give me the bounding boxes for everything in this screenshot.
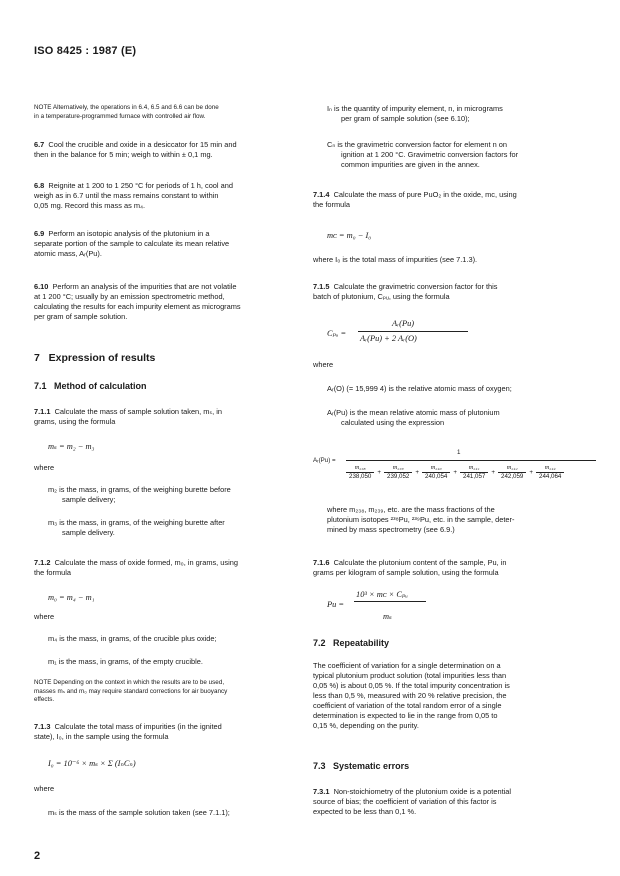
formula-i0: I₀ = 10⁻⁶ × mₛ × Σ (IₙCₙ) [48, 759, 136, 768]
clause-7-1-2: 7.1.2 Calculate the mass of oxide formed, m₀, in grams, using the formula [34, 558, 238, 577]
definition-m1: m₁ is the mass, in grams, of the empty crucible. [48, 657, 203, 666]
definition-in: Iₙ is the quantity of impurity element, n, in micrograms per gram of sample solution (see 6.10); [327, 104, 503, 123]
definition-cn: Cₙ is the gravimetric conversion factor for element n on ignition at 1 200 °C. Gravimetric conversion factors for common impurities are given in the annex. [327, 140, 519, 169]
formula-m0: m₀ = m₄ − m₁ [48, 593, 95, 602]
isotope-terms: m₂₃₈ + m₂₃₉ + m₂₄₀ + m₂₄₁ + m₂₄₂ + m₂₄₄ 238,050 239,052 240,054 241,057 242,059 244,064 [346, 464, 564, 482]
note-alternatively: NOTE Alternatively, the operations in 6.4, 6.5 and 6.6 can be done in a temperature-programmed furnace with controlled air flow. [34, 104, 219, 120]
definition-m3: m₃ is the mass, in grams, of the weighing burette after sample delivery. [48, 518, 225, 537]
fraction-bar [358, 331, 468, 332]
section-7-1-heading: 7.1 Method of calculation [34, 381, 147, 391]
where-label: where [34, 463, 55, 472]
formula-mc-where: where I₀ is the total mass of impurities (see 7.1.3). [313, 255, 478, 264]
definition-m4: m₄ is the mass, in grams, of the crucible plus oxide; [48, 634, 217, 643]
clause-6-9: 6.9 Perform an isotopic analysis of the plutonium in a separate portion of the sample to calculate its mean relative atomic mass, Aᵣ(Pu). [34, 229, 230, 258]
definition-aro: Aᵣ(O) (= 15,999 4) is the relative atomic mass of oxygen; [327, 384, 512, 393]
clause-7-1-6: 7.1.6 Calculate the plutonium content of the sample, Pu, in grams per kilogram of sample solution, using the formula [313, 558, 507, 577]
where-label: where [313, 360, 334, 369]
clause-7-3-1: 7.3.1 Non-stoichiometry of the plutonium oxide is a potential source of bias; the coefficient of variation of this factor is expected to be less than 0,1 %. [313, 787, 512, 816]
fraction-bar [354, 601, 426, 602]
where-label: where [34, 784, 55, 793]
where-label: where [34, 612, 55, 621]
clause-6-8: 6.8 Reignite at 1 200 to 1 250 °C for periods of 1 h, cool and weigh as in 6.7 until the mass remains constant to within 0,05 mg. Record this mass as m₄. [34, 181, 233, 210]
definition-m2: m₂ is the mass, in grams, of the weighing burette before sample delivery; [48, 485, 231, 504]
note-buoyancy: NOTE Depending on the context in which the results are to be used, masses mₛ and m₀ may require standard corrections for air buoyancy effects. [34, 679, 228, 703]
definition-ms: mₛ is the mass of the sample solution taken (see 7.1.1); [48, 808, 230, 817]
page-number: 2 [34, 850, 41, 862]
repeatability-text: The coefficient of variation for a single determination on a typical plutonium product solution (total impurities less than 0,05 %) is about 0,05 %. If the total impurity concentration is less than 0,5 %, measured with 20 % relative precision, the coefficient of variation of the total random error of a single determination is expected to lie in the range from 0,05 to 0,15 %, depending on the purity. [313, 661, 510, 730]
clause-7-1-5: 7.1.5 Calculate the gravimetric conversion factor for this batch of plutonium, Cₚᵤ, using the formula [313, 282, 498, 301]
clause-7-1-4: 7.1.4 Calculate the mass of pure PuO₂ in the oxide, mᴄ, using the formula [313, 190, 517, 209]
section-7-2-heading: 7.2 Repeatability [313, 638, 390, 648]
formula-mc: mᴄ = m₀ − I₀ [327, 231, 372, 240]
section-7-3-heading: 7.3 Systematic errors [313, 761, 410, 771]
section-7-heading: 7 Expression of results [34, 352, 156, 364]
definition-arpu: Aᵣ(Pu) is the mean relative atomic mass of plutonium calculated using the expression [327, 408, 500, 427]
clause-7-1-1: 7.1.1 Calculate the mass of sample solution taken, mₛ, in grams, using the formula [34, 407, 223, 426]
clause-6-7: 6.7 Cool the crucible and oxide in a desiccator for 15 min and then in the balance for 5 min; weigh to within ± 0,1 mg. [34, 140, 237, 159]
formula-ms: mₛ = m₂ − m₃ [48, 442, 95, 451]
page-header: ISO 8425 : 1987 (E) [34, 45, 137, 57]
isotope-fractions-where: where m₂₃₈, m₂₃₉, etc. are the mass fractions of the plutonium isotopes ²³⁸Pu, ²³⁹Pu, etc. in the sample, deter- mined by mass spectrometry (see 6.9.) [327, 505, 515, 534]
clause-6-10: 6.10 Perform an analysis of the impurities that are not volatile at 1 200 °C; usually by an emission spectrometric method, calculating the results for each impurity element as micrograms per gram of sample solution. [34, 282, 241, 321]
fraction-bar [346, 460, 596, 461]
clause-7-1-3: 7.1.3 Calculate the total mass of impurities (in the ignited state), I₀, in the sample using the formula [34, 722, 222, 741]
